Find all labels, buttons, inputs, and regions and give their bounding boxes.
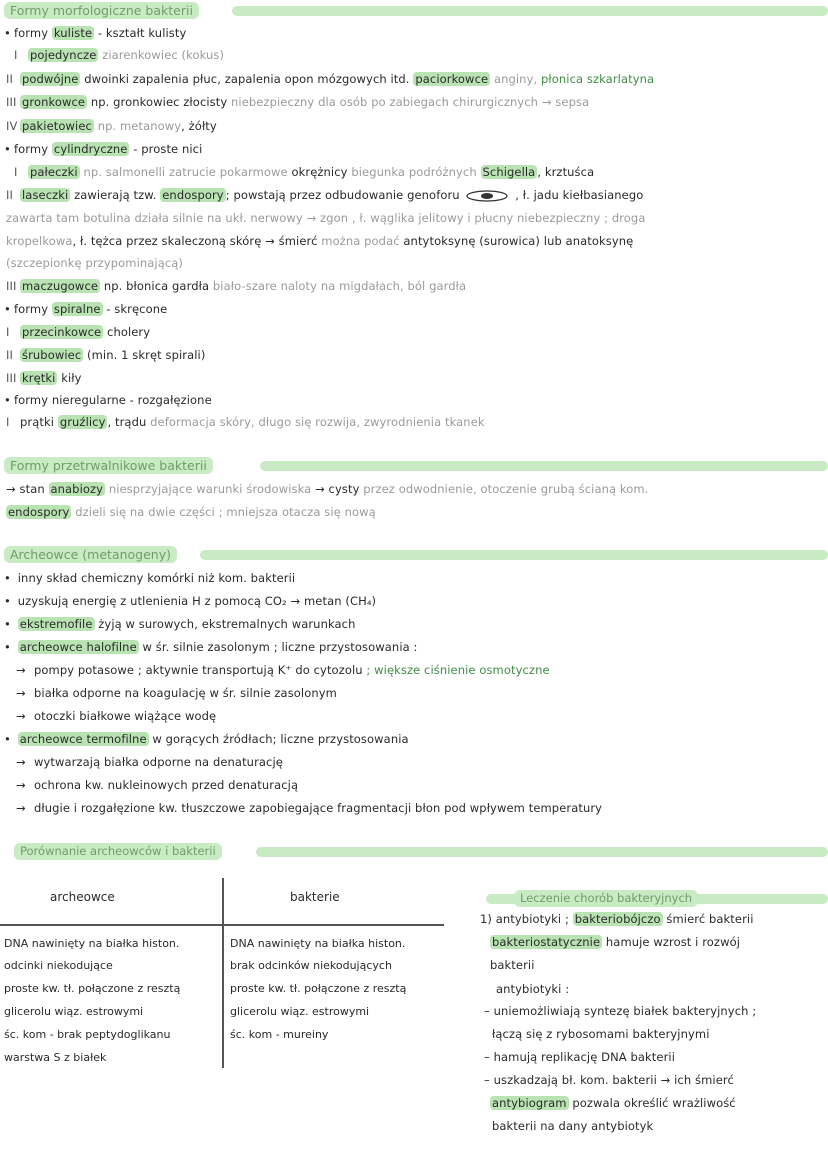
morph-line-9: zawarta tam botulina działa silnie na ukł. nerwowy → zgon , ł. wąglika jelitowy i płucny niebezpieczny ; droga — [6, 211, 646, 225]
morph-line-14: I przecinkowce cholery — [6, 325, 151, 339]
table-header-bacteria: bakterie — [290, 890, 340, 904]
archaea-line-8: • archeowce termofilne w gorących źródłach; liczne przystosowania — [4, 732, 409, 746]
table-cell-right: proste kw. tł. połączone z resztą — [230, 982, 407, 995]
section-header-treatment — [486, 890, 828, 905]
table-header-archaea: archeowce — [50, 890, 115, 904]
morph-line-7: I pałeczki np. salmonelli zatrucie pokarmowe okrężnicy biegunka podróżnych Schigella , krztuśca — [14, 165, 595, 179]
archaea-line-11: → długie i rozgałęzione kw. tłuszczowe zapobiegające fragmentacji błon pod wpływem temperatury — [16, 801, 603, 815]
section-title: Leczenie chorób bakteryjnych — [514, 890, 698, 907]
treatment-line-5: – uniemożliwiają syntezę białek bakteryjnych ; — [484, 1004, 757, 1018]
archaea-line-10: → ochrona kw. nukleinowych przed denaturacją — [16, 778, 299, 792]
treatment-line-9: antybiogram pozwala określić wrażliwość — [492, 1096, 736, 1110]
treatment-line-4: antybiotyki : — [496, 982, 570, 996]
treatment-line-7: – hamują replikację DNA bakterii — [484, 1050, 676, 1064]
section-header-comparison — [0, 843, 828, 858]
table-cell-left: glicerolu wiąz. estrowymi — [4, 1005, 144, 1018]
morph-line-2: I pojedyncze ziarenkowiec (kokus) — [14, 48, 225, 62]
spores-line-1: → stan anabiozy niesprzyjające warunki środowiska → cysty przez odwodnienie, otoczenie grubą ścianą kom. — [6, 482, 649, 496]
table-cell-right: glicerolu wiąz. estrowymi — [230, 1005, 370, 1018]
table-cell-left: warstwa S z białek — [4, 1051, 107, 1064]
morph-line-18: I prątki gruźlicy , trądu deformacja skóry, długo się rozwija, zwyrodnienia tkanek — [6, 415, 485, 429]
section-header-archaea — [0, 546, 828, 561]
archaea-line-6: → białka odporne na koagulację w śr. silnie zasolonym — [16, 686, 337, 700]
archaea-line-9: → wytwarzają białka odporne na denaturację — [16, 755, 283, 769]
treatment-line-10: bakterii na dany antybiotyk — [492, 1119, 654, 1133]
section-title: Porównanie archeowców i bakterii — [14, 843, 222, 860]
morph-line-6: • formy cylindryczne - proste nici — [4, 142, 203, 156]
table-cell-left: odcinki niekodujące — [4, 959, 113, 972]
treatment-line-6: łączą się z rybosomami bakteryjnymi — [492, 1027, 710, 1041]
treatment-line-1: 1) antybiotyki ; bakteriobójczo śmierć bakterii — [480, 912, 754, 926]
morph-line-15: II śrubowiec (min. 1 skręt spirali) — [6, 348, 206, 362]
treatment-line-8: – uszkadzają bł. kom. bakterii → ich śmierć — [484, 1073, 734, 1087]
morph-line-8: II laseczki zawierają tzw. endospory ; powstają przez odbudowanie genoforu , ł. jadu kiełbasianego — [6, 188, 644, 202]
section-header-spores — [0, 457, 828, 472]
section-title: Archeowce (metanogeny) — [4, 546, 177, 563]
archaea-line-2: • uzyskują energię z utlenienia H z pomocą CO₂ → metan (CH₄) — [4, 594, 377, 608]
archaea-line-5: → pompy potasowe ; aktywnie transportują K⁺ do cytozolu ; większe ciśnienie osmotyczne — [16, 663, 550, 677]
endospore-sketch-icon — [463, 189, 511, 203]
morph-line-12: III maczugowce np. błonica gardła biało-szare naloty na migdałach, ból gardła — [6, 279, 467, 293]
morph-line-10: kropelkowa, ł. tężca przez skaleczoną skórę → śmierć można podać antytoksynę (surowica) lub anatoksynę — [6, 234, 634, 248]
table-cell-left: DNA nawinięty na białka histon. — [4, 937, 180, 950]
archaea-line-7: → otoczki białkowe wiążące wodę — [16, 709, 217, 723]
table-cell-left: proste kw. tł. połączone z resztą — [4, 982, 181, 995]
treatment-line-3: bakterii — [490, 958, 535, 972]
section-header-morphology — [0, 2, 828, 17]
morph-line-3: II podwójne dwoinki zapalenia płuc, zapalenia opon mózgowych itd. paciorkowce anginy, płonica szkarlatyna — [6, 72, 655, 86]
morph-line-5: IV pakietowiec np. metanowy, żółty — [6, 119, 217, 133]
morph-line-1: • formy kuliste - kształt kulisty — [4, 26, 187, 40]
section-title: Formy przetrwalnikowe bakterii — [4, 457, 213, 474]
archaea-line-1: • inny skład chemiczny komórki niż kom. bakterii — [4, 571, 296, 585]
morph-line-17: • formy nieregularne - rozgałęzione — [4, 393, 212, 407]
morph-line-11: (szczepionkę przypominającą) — [6, 256, 183, 270]
section-title: Formy morfologiczne bakterii — [4, 2, 199, 19]
morph-line-16: III krętki kiły — [6, 371, 82, 385]
treatment-line-2: bakteriostatycznie hamuje wzrost i rozwój — [492, 935, 741, 949]
table-cell-right: śc. kom - mureiny — [230, 1028, 329, 1041]
morph-line-13: • formy spiralne - skręcone — [4, 302, 168, 316]
spores-line-2: endospory dzieli się na dwie części ; mniejsza otacza się nową — [8, 505, 376, 519]
table-cell-left: śc. kom - brak peptydoglikanu — [4, 1028, 171, 1041]
table-cell-right: DNA nawinięty na białka histon. — [230, 937, 406, 950]
table-cell-right: brak odcinków niekodujących — [230, 959, 392, 972]
archaea-line-3: • ekstremofile żyją w surowych, ekstremalnych warunkach — [4, 617, 356, 631]
table-divider-vertical — [222, 878, 224, 1068]
morph-line-4: III gronkowce np. gronkowiec złocisty niebezpieczny dla osób po zabiegach chirurgicznych → sepsa — [6, 95, 590, 109]
archaea-line-4: • archeowce halofilne w śr. silnie zasolonym ; liczne przystosowania : — [4, 640, 418, 654]
